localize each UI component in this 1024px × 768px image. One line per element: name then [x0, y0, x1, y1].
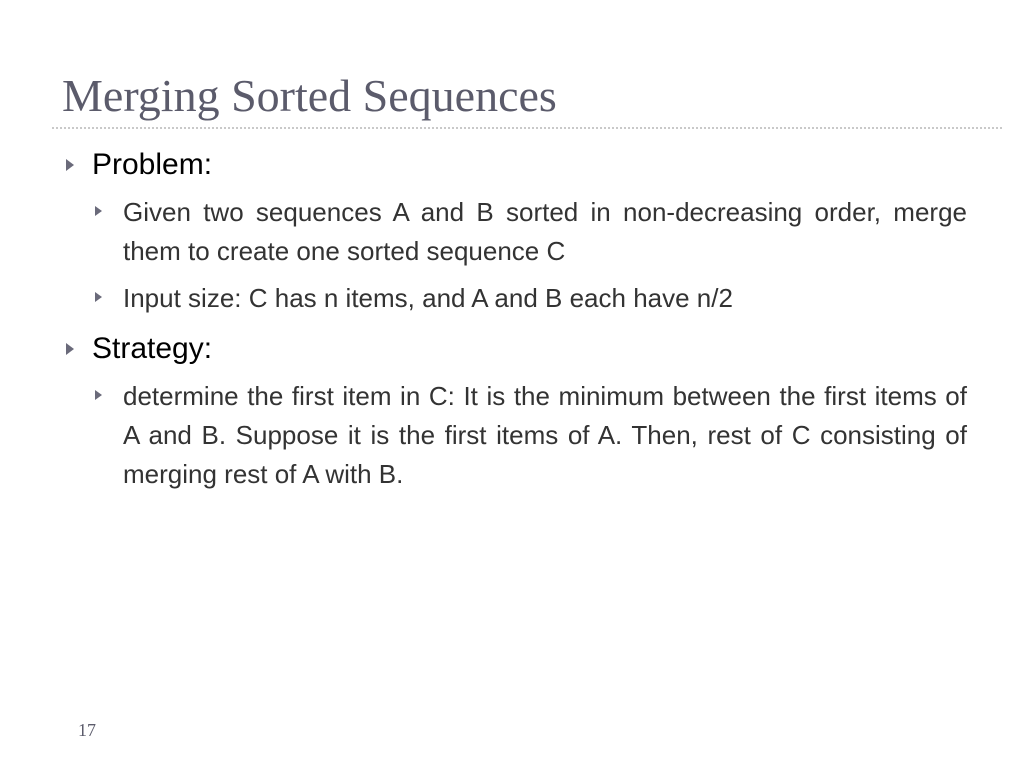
triangle-right-icon [95, 292, 102, 302]
sub-bullet [62, 193, 967, 271]
slide-title: Merging Sorted Sequences [62, 70, 557, 121]
page-number: 17 [78, 720, 96, 740]
sub-bullet-text: Given two sequences A and B sorted in non-decreasing order, merge them to create one sorted sequence C [123, 197, 967, 266]
title-divider [52, 127, 1002, 129]
triangle-right-icon [95, 390, 102, 400]
triangle-right-icon [66, 159, 74, 171]
bullet-problem [62, 145, 967, 185]
bullet-label: Strategy: [92, 332, 213, 365]
bullet-strategy [62, 329, 967, 369]
sub-bullet-text: determine the first item in C: It is the minimum between the first items of A and B. Suppose it is the first items of A. Then, rest of C consisting of merging rest of A with B. [123, 381, 967, 489]
bullet-label: Problem: [92, 148, 213, 181]
slide-body [62, 145, 967, 494]
sub-bullet [62, 377, 967, 494]
sub-bullet-text: Input size: C has n items, and A and B each have n/2 [123, 283, 733, 313]
triangle-right-icon [95, 206, 102, 216]
sub-bullet [62, 279, 967, 318]
triangle-right-icon [66, 343, 74, 355]
